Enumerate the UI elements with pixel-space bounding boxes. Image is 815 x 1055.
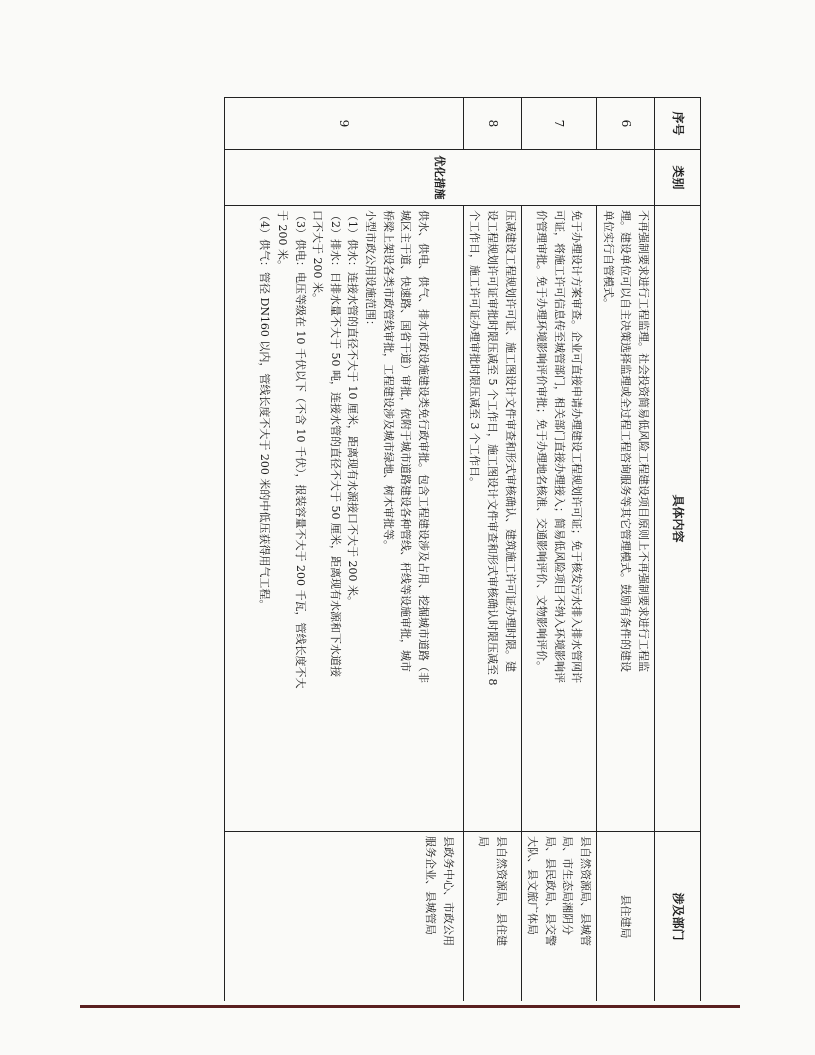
row-department [597, 832, 655, 1002]
content-line: 压减建设工程规划许可证、施工图设计文件审查和形式审核确认、建筑施工许可证办理时限。建 [503, 210, 517, 672]
content-line: 免于办理设计方案审查。企业可直接申请办理建设工程规划许可证；免于核发污水排入排水管网许 [570, 210, 584, 683]
content-line: 可证，将施工许可信息传至城管部门，相关部门直接办理接入；简易低风险项目不纳入环境影响评 [552, 210, 566, 683]
category-cell: 优化措施 [225, 150, 655, 206]
department-line: 局、县民政局、县交警 [543, 836, 557, 946]
content-line: 理。建设单位可以自主决策选择监理或全过程工程咨询服务等其它管理模式。鼓励有条件的建设 [619, 210, 633, 672]
row-content [463, 206, 521, 832]
content-line: （2）排水：日排水量不大于 50 吨，连接水管的直径不大于 50 厘米，距离现有水源和下水道接 [328, 210, 342, 677]
content-line: 城区主干道、快速路、国省干道）审批，依附于城市道路建设各种管线、杆线等设施审批，城市 [399, 210, 413, 672]
department-line: 县自然资源局、县城管 [579, 836, 592, 946]
bottom-rule [80, 1005, 740, 1008]
header-category: 类别 [655, 150, 701, 206]
department-line: 县自然资源局、县住建 [494, 836, 508, 946]
row-content [597, 206, 655, 832]
measures-table [224, 97, 701, 1001]
rotated-table [224, 97, 701, 1001]
table-frame [224, 97, 701, 1001]
row-seq: 6 [597, 98, 655, 150]
row-content [521, 206, 596, 832]
row-department [225, 832, 464, 1002]
content-line: 设工程规划许可证审批时限压减至 5 个工作日，施工图设计文件审查和形式审核确认时限压减至 8 [485, 210, 499, 686]
content-line: 口不大于 200 米。 [311, 210, 325, 304]
row-department [521, 832, 596, 1002]
department-line: 大队、县文旅广体局 [526, 836, 540, 935]
content-line: 于 200 米。 [276, 210, 290, 271]
table-row [597, 98, 655, 1002]
content-line: 桥梁上架设各类市政管线审批，工程建设涉及城市绿地、树木审批等。 [381, 210, 395, 551]
header-seq: 序号 [655, 98, 701, 150]
row-department [463, 832, 521, 1002]
row-content [225, 206, 464, 832]
table-row [521, 98, 596, 1002]
content-line: （4）供气：管径 DN160 以内，管线长度不大于 200 米的中低压获得用气工程。 [258, 210, 272, 611]
content-line: （1）供水：连接水管的直径不大于 10 厘米，距离现有水源接口不大于 200 米。 [346, 210, 360, 607]
table-header-row [655, 98, 701, 1002]
department-line: 县住建局 [619, 894, 633, 939]
content-line: 供水、供电、供气、排水市政设施建设类免行政审批。包含工程建设涉及占用、挖掘城市道路（非 [416, 210, 430, 683]
department-line: 服务企业、县城管局 [424, 836, 438, 935]
row-seq: 8 [463, 98, 521, 150]
content-line: 不再强制要求进行工程监理。社会投资简易低风险工程建设项目原则上不再强制要求进行工程监 [636, 210, 650, 672]
table-row [463, 98, 521, 1002]
content-line: 价管理审批。免于办理环境影响评价审批；免于办理地名核准、交通影响评价、文物影响评价。 [535, 210, 549, 672]
row-seq: 9 [225, 98, 464, 150]
department-line: 县政务中心、市政公用 [441, 836, 455, 946]
content-line: 单位实行自管模式。 [601, 210, 615, 309]
department-line: 局 [477, 836, 491, 847]
header-content: 具体内容 [655, 206, 701, 832]
content-line: （3）供电：电压等级在 10 千伏以下（不含 10 千伏），报装容量不大于 200 千瓦，管线长度不大 [293, 210, 307, 689]
department-line: 局、市生态局湘阴分 [561, 836, 575, 935]
content-line: 个工作日，施工许可证办理审批时限压减至 3 个工作日。 [468, 210, 482, 488]
content-line: 小型市政公用设施范围： [364, 210, 377, 331]
header-department: 涉及部门 [655, 832, 701, 1002]
row-seq: 7 [521, 98, 596, 150]
table-row [225, 98, 464, 1002]
